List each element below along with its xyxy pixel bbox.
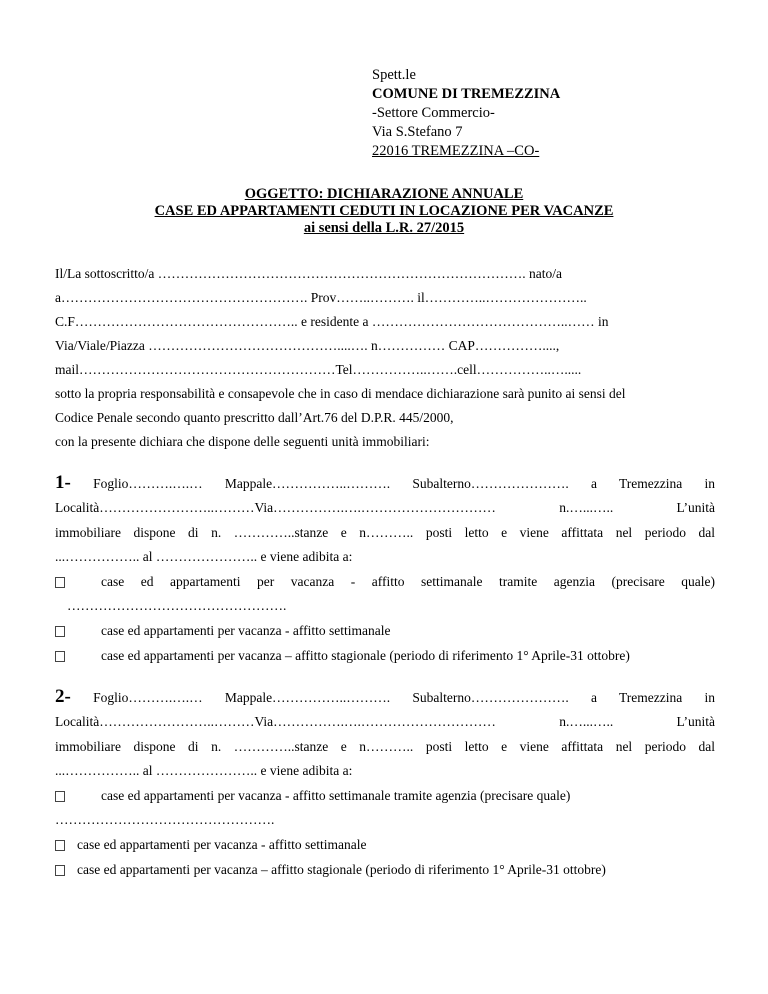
unit-2-option-weekly[interactable]	[55, 832, 715, 857]
unit-1-agency-field[interactable]: ………………………………………….	[67, 598, 287, 613]
checkbox-icon[interactable]	[55, 840, 65, 851]
unit-2-option-seasonal-label: case ed appartamenti per vacanza – affitto stagionale (periodo di riferimento 1° Aprile-31 ottobre)	[77, 862, 606, 877]
unit-1-option-seasonal-label: case ed appartamenti per vacanza – affitto stagionale (periodo di riferimento 1° Aprile-31 ottobre)	[101, 648, 630, 663]
unit-2-cadastral-line[interactable]	[55, 684, 715, 709]
unit-2-option-agency-label: case ed appartamenti per vacanza - affitto settimanale tramite agenzia (precisare quale)	[101, 788, 571, 803]
unit-2-rooms-line[interactable]: immobiliare dispone di n. …………..stanze e n……….. posti letto e viene affittata nel periodo dal	[55, 739, 715, 754]
subject-law-reference: ai sensi della L.R. 27/2015	[303, 220, 465, 236]
recipient-street: Via S.Stefano 7	[372, 124, 463, 140]
unit-1-option-weekly[interactable]	[55, 618, 715, 643]
unit-1-number: 1-	[55, 472, 71, 493]
unit-1-option-seasonal[interactable]	[55, 643, 715, 668]
recipient-name: COMUNE DI TREMEZZINA	[372, 86, 561, 102]
recipient-salutation: Spett.le	[372, 67, 416, 83]
form-body	[55, 262, 715, 882]
subject-heading: CASE ED APPARTAMENTI CEDUTI IN LOCAZIONE PER VACANZE	[154, 203, 614, 219]
checkbox-icon[interactable]	[55, 577, 65, 588]
subject-block	[0, 186, 768, 237]
unit-2-number: 2-	[55, 686, 71, 707]
checkbox-icon[interactable]	[55, 791, 65, 802]
unit-1-cadastral-text: Foglio……….….… Mappale……………..………. Subalterno…………………. a Tremezzina in	[93, 476, 715, 491]
unit-2-locality-line[interactable]: Località……………………..………Via…………….….………………………… n.…...….. L’unità	[55, 714, 715, 729]
declaration-text-2: Codice Penale secondo quanto prescritto dall’Art.76 del D.P.R. 445/2000,	[55, 410, 454, 425]
declarant-tax-code-line[interactable]: C.F………………………………………….. e residente a ……………………………………..…… in	[55, 314, 609, 329]
unit-2-option-weekly-label: case ed appartamenti per vacanza - affitto settimanale	[77, 837, 367, 852]
unit-1-locality-line[interactable]: Località……………………..………Via…………….….………………………… n.…...….. L’unità	[55, 500, 715, 515]
checkbox-icon[interactable]	[55, 626, 65, 637]
recipient-city: 22016 TREMEZZINA –CO-	[372, 143, 540, 159]
checkbox-icon[interactable]	[55, 865, 65, 876]
unit-2-agency-field[interactable]: ………………………………………….	[55, 812, 275, 827]
recipient-department: -Settore Commercio-	[372, 105, 495, 121]
declaration-text-3: con la presente dichiara che dispone delle seguenti unità immobiliari:	[55, 434, 430, 449]
unit-2-cadastral-text: Foglio……….….… Mappale……………..………. Subalterno…………………. a Tremezzina in	[93, 690, 715, 705]
unit-1-rooms-line[interactable]: immobiliare dispone di n. …………..stanze e n……….. posti letto e viene affittata nel periodo dal	[55, 525, 715, 540]
subject-title: OGGETTO: DICHIARAZIONE ANNUALE	[244, 186, 524, 202]
unit-section-1	[55, 470, 715, 668]
unit-2-option-seasonal[interactable]	[55, 857, 715, 882]
declarant-contact-line[interactable]: mail…………………………………………………Tel……………..…….cell……………..….....	[55, 362, 582, 377]
unit-1-cadastral-line[interactable]	[55, 470, 715, 495]
unit-2-period-line[interactable]: ...…………….. al ………………….. e viene adibita a:	[55, 763, 353, 778]
recipient-address	[372, 66, 560, 161]
declarant-birth-line[interactable]: a………………………………………………. Prov……..………. il…………..…………………..	[55, 290, 587, 305]
unit-section-2	[55, 684, 715, 882]
unit-1-option-agency[interactable]	[55, 569, 715, 594]
declarant-street-line[interactable]: Via/Viale/Piazza ……………………………………....…. n…………… CAP……………....,	[55, 338, 560, 353]
declarant-name-line[interactable]: Il/La sottoscritto/a ………………………………………………………………………. nato/a	[55, 266, 562, 281]
unit-2-option-agency[interactable]	[55, 783, 715, 808]
declaration-text-1: sotto la propria responsabilità e consapevole che in caso di mendace dichiarazione sarà punito ai sensi del	[55, 386, 626, 401]
unit-1-option-weekly-label: case ed appartamenti per vacanza - affitto settimanale	[101, 623, 391, 638]
checkbox-icon[interactable]	[55, 651, 65, 662]
unit-1-option-agency-label: case ed appartamenti per vacanza - affitto settimanale tramite agenzia (precisare quale)	[101, 574, 715, 589]
unit-1-period-line[interactable]: ...…………….. al ………………….. e viene adibita a:	[55, 549, 353, 564]
